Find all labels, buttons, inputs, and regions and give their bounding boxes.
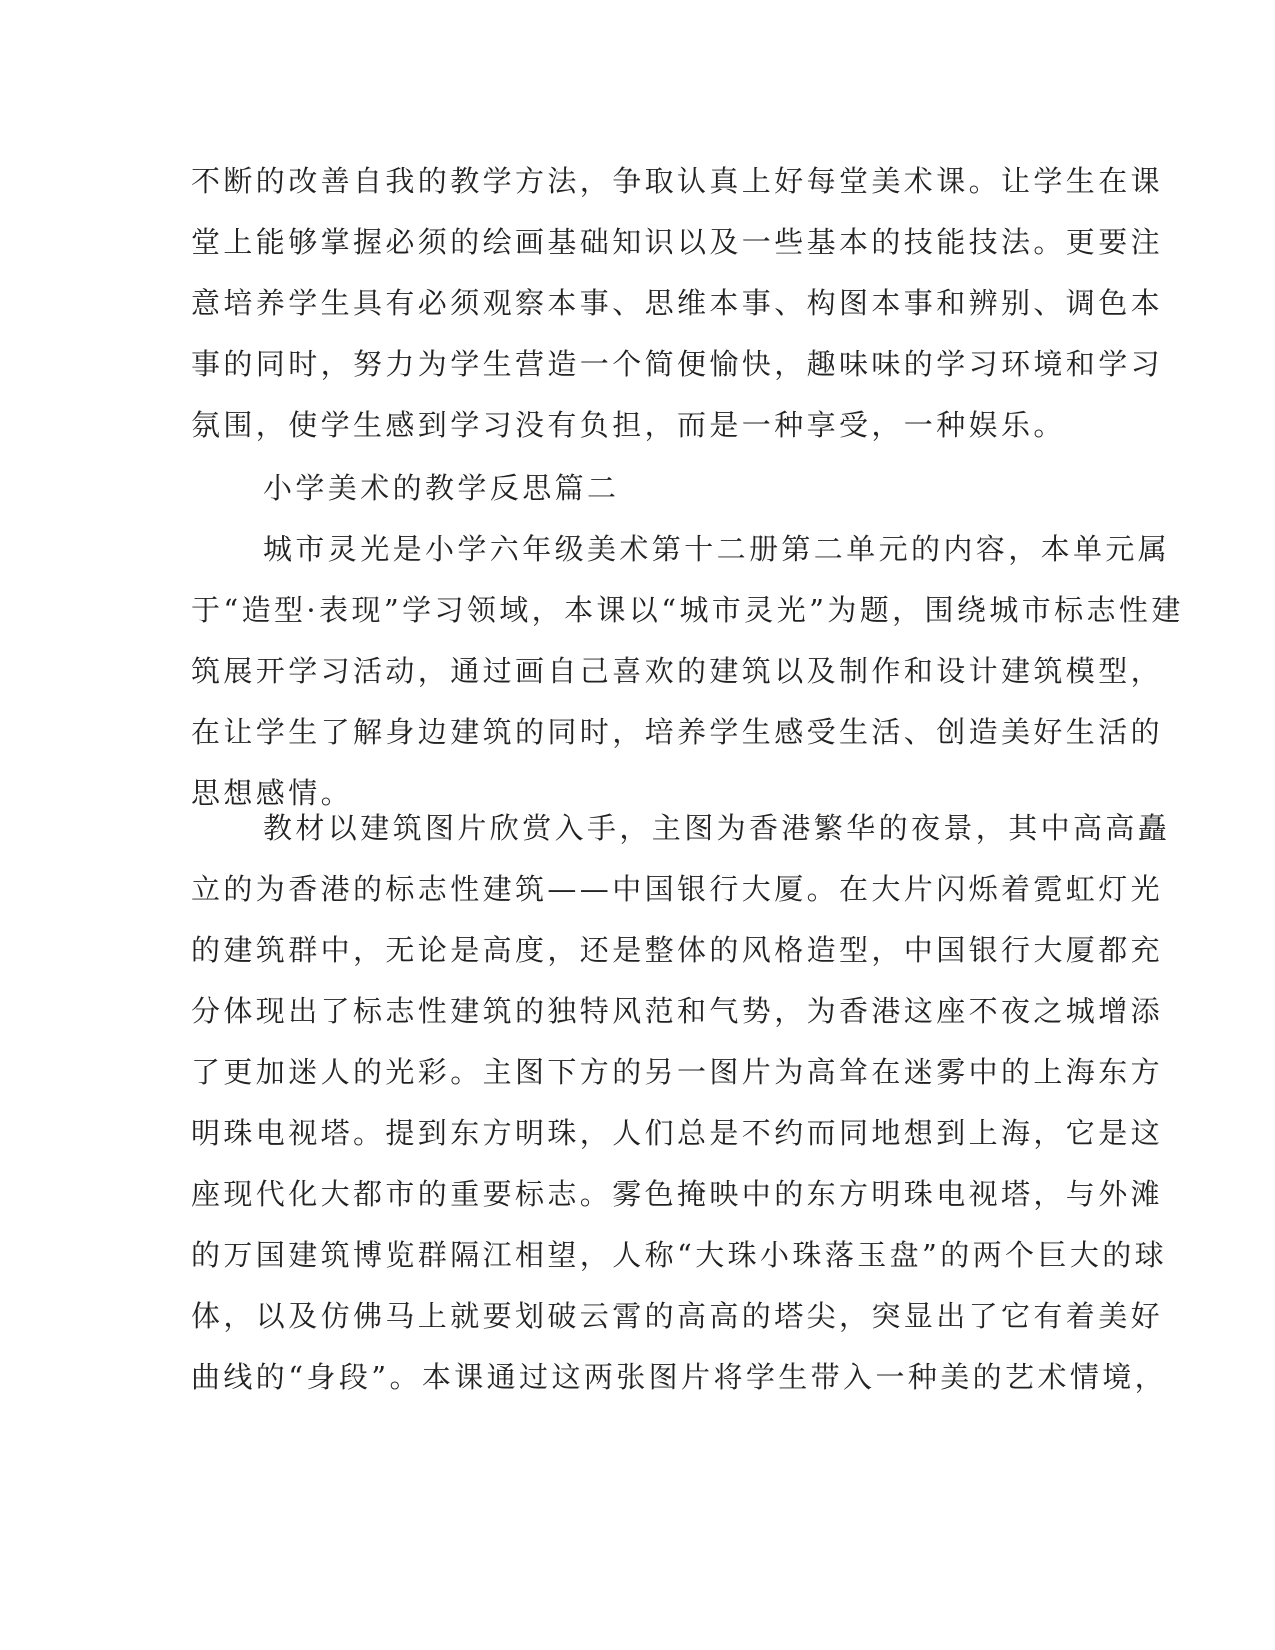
text-line: 座现代化大都市的重要标志。雾色掩映中的东方明珠电视塔，与外滩 — [191, 1177, 1164, 1211]
section-heading — [191, 458, 1071, 519]
paragraph-3 — [191, 798, 1171, 1408]
text-line: 的建筑群中，无论是高度，还是整体的风格造型，中国银行大厦都充 — [191, 933, 1164, 967]
text-line: 意培养学生具有必须观察本事、思维本事、构图本事和辨别、调色本 — [191, 286, 1164, 320]
text-line: 不断的改善自我的教学方法，争取认真上好每堂美术课。让学生在课 — [191, 164, 1164, 198]
text-line: 堂上能够掌握必须的绘画基础知识以及一些基本的技能技法。更要注 — [191, 225, 1164, 259]
paragraph-1 — [191, 151, 1164, 456]
text-line: 的万国建筑博览群隔江相望，人称“大珠小珠落玉盘”的两个巨大的球 — [191, 1238, 1168, 1272]
text-line: 事的同时，努力为学生营造一个简便愉快，趣味味的学习环境和学习 — [191, 347, 1164, 381]
section-heading-text: 小学美术的教学反思篇二 — [263, 471, 620, 505]
text-line: 在让学生了解身边建筑的同时，培养学生感受生活、创造美好生活的 — [191, 715, 1164, 749]
text-line: 筑展开学习活动，通过画自己喜欢的建筑以及制作和设计建筑模型， — [191, 654, 1164, 688]
text-line: 思想感情。 — [191, 776, 354, 810]
text-line: 氛围，使学生感到学习没有负担，而是一种享受，一种娱乐。 — [191, 408, 1066, 442]
text-line: 立的为香港的标志性建筑——中国银行大厦。在大片闪烁着霓虹灯光 — [191, 872, 1164, 906]
text-line: 于“造型·表现”学习领域，本课以“城市灵光”为题，围绕城市标志性建 — [191, 593, 1184, 627]
text-line: 教材以建筑图片欣赏入手，主图为香港繁华的夜景，其中高高矗 — [263, 811, 1171, 845]
text-line: 明珠电视塔。提到东方明珠，人们总是不约而同地想到上海，它是这 — [191, 1116, 1164, 1150]
text-line: 城市灵光是小学六年级美术第十二册第二单元的内容，本单元属 — [263, 532, 1171, 566]
text-line: 分体现出了标志性建筑的独特风范和气势，为香港这座不夜之城增添 — [191, 994, 1164, 1028]
text-line: 体，以及仿佛马上就要划破云霄的高高的塔尖，突显出了它有着美好 — [191, 1299, 1164, 1333]
text-line: 了更加迷人的光彩。主图下方的另一图片为高耸在迷雾中的上海东方 — [191, 1055, 1164, 1089]
text-line: 曲线的“身段”。本课通过这两张图片将学生带入一种美的艺术情境， — [191, 1360, 1168, 1394]
paragraph-2 — [191, 519, 1184, 824]
